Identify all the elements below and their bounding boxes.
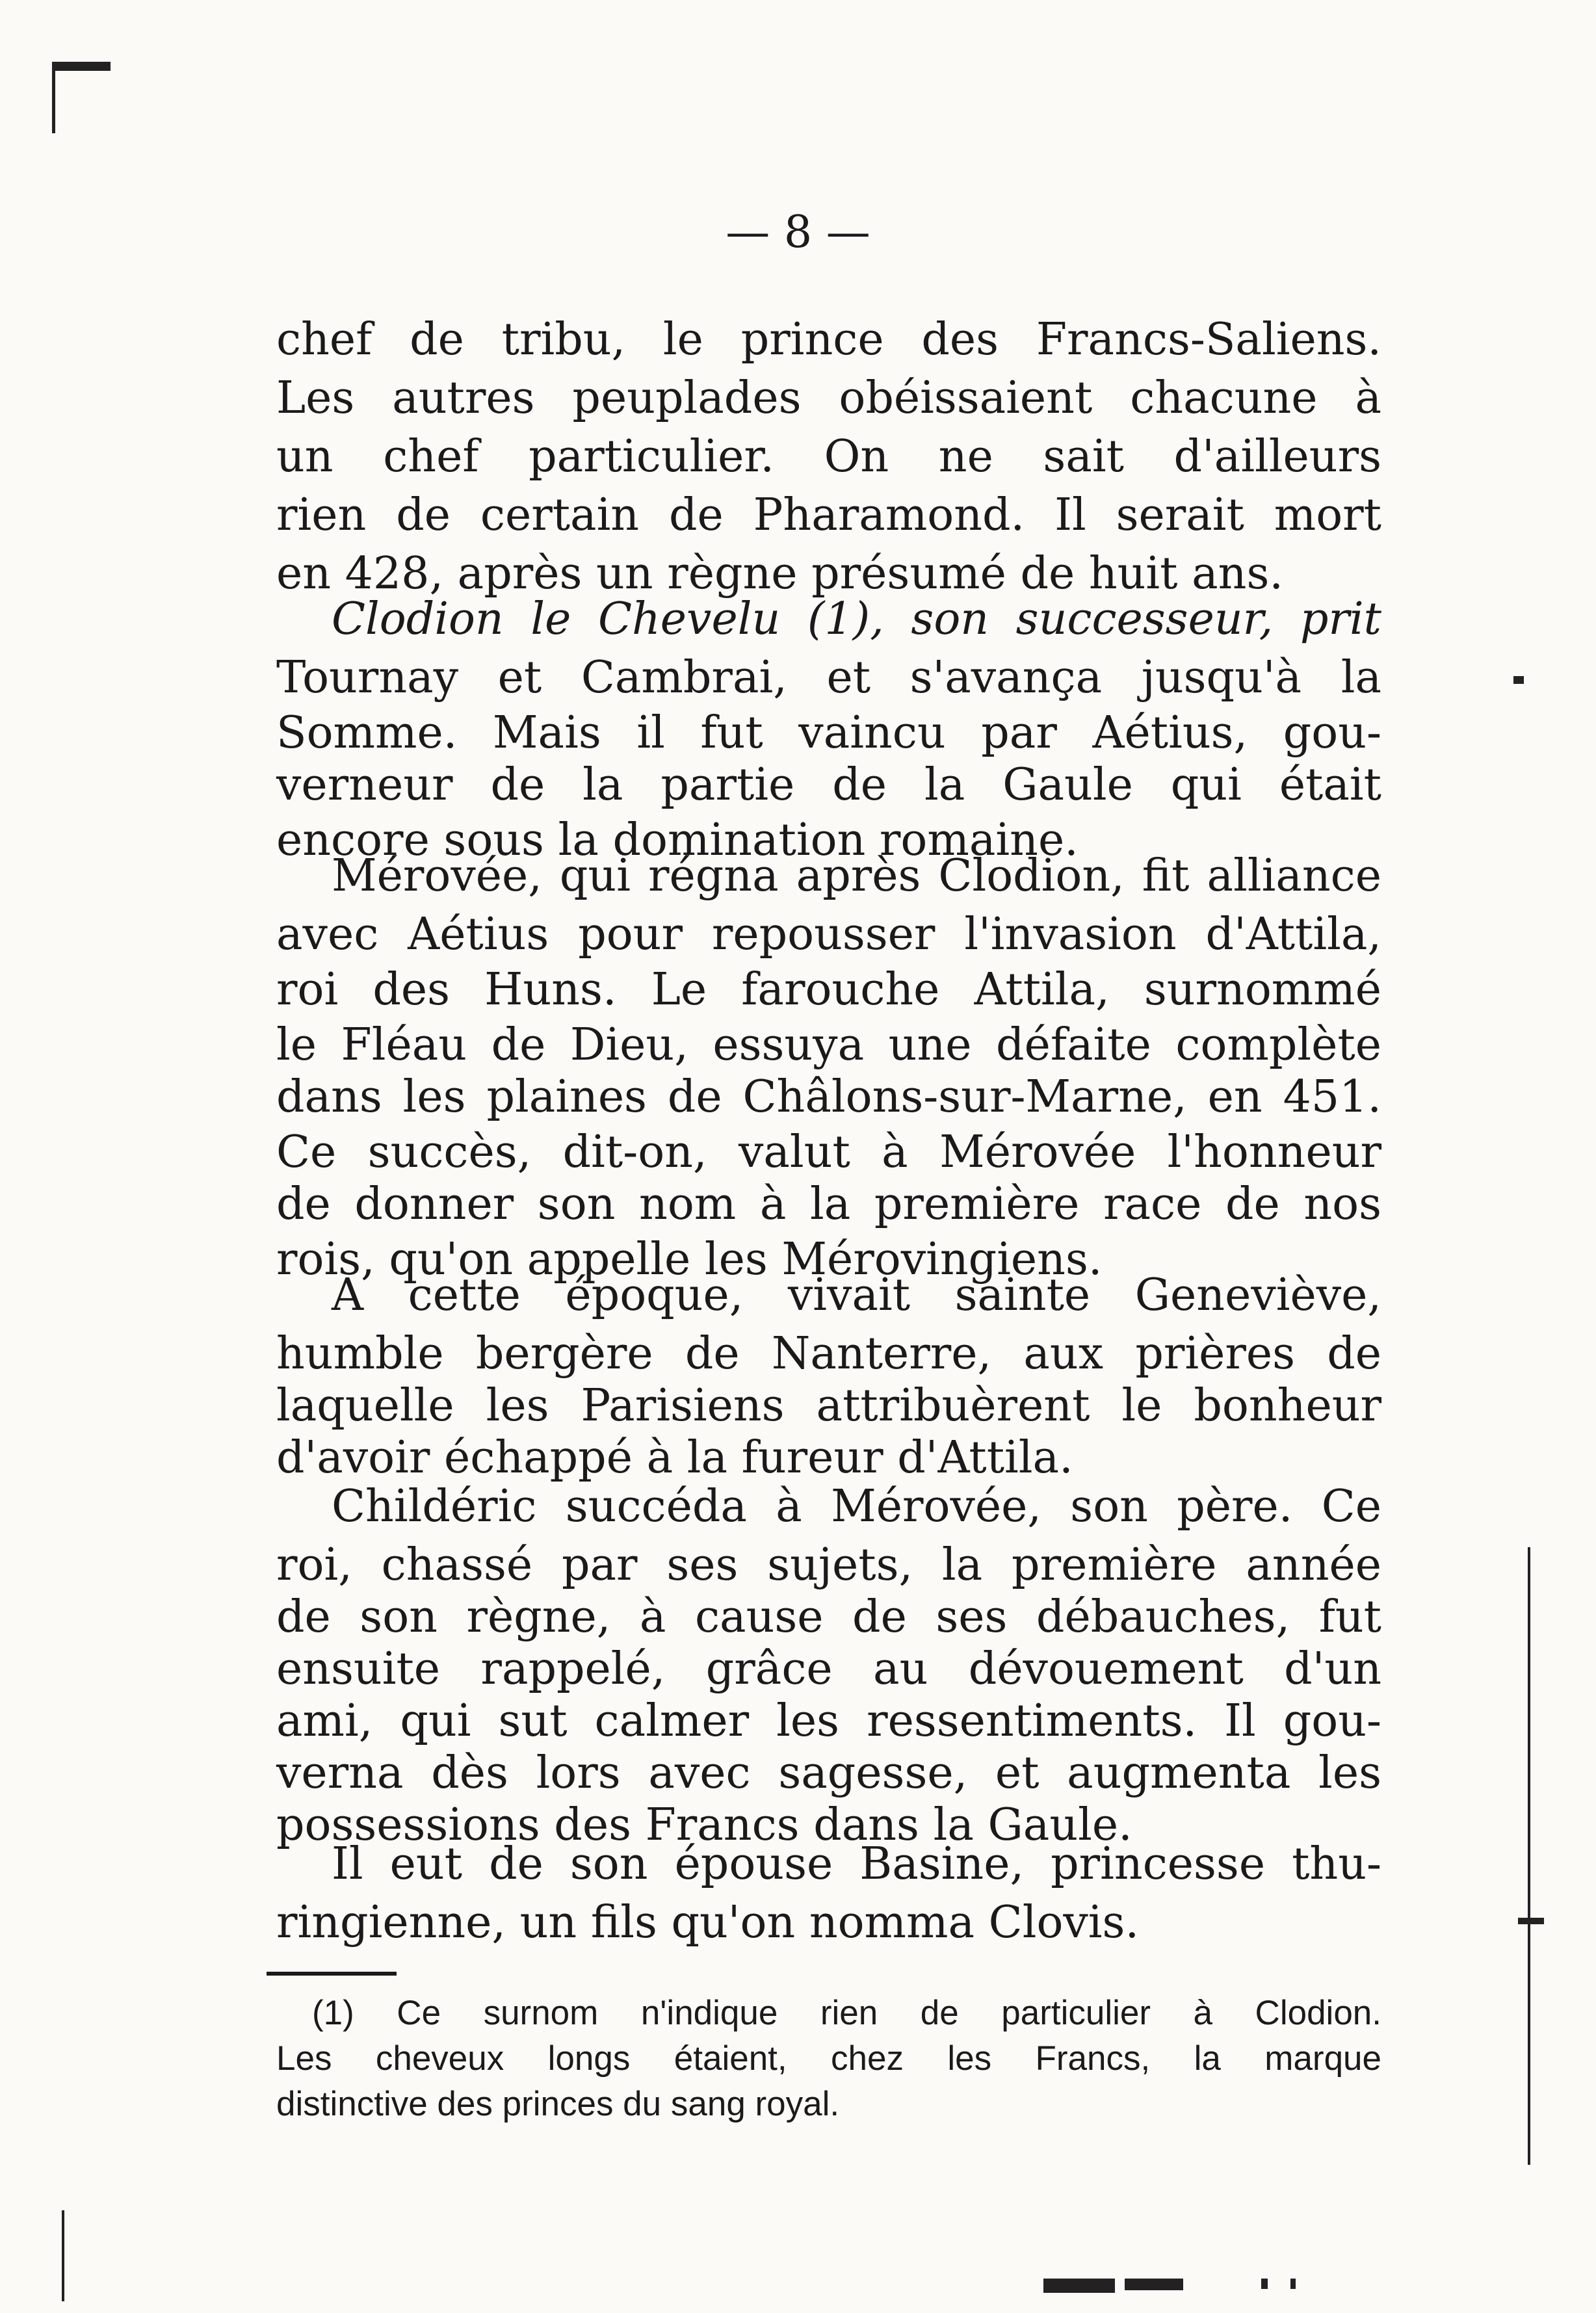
scan-mark — [1513, 676, 1524, 684]
text-line: d'avoir échappé à la fureur d'Attila. — [276, 1432, 1073, 1483]
text-line: rois, qu'on appelle les Mérovingiens. — [276, 1234, 1103, 1285]
text-line: rien de certain de Pharamond. Il serait mort — [276, 490, 1381, 541]
text-line: le Fléau de Dieu, essuya une défaite complète — [276, 1019, 1381, 1071]
scan-mark — [1261, 2279, 1268, 2289]
text-line: Somme. Mais il fut vaincu par Aétius, gou- — [276, 707, 1381, 759]
footnote-rule — [267, 1972, 397, 1976]
text-line: Les autres peuplades obéissaient chacune à — [276, 372, 1381, 424]
text-line: un chef particulier. On ne sait d'ailleurs — [276, 431, 1381, 482]
scan-mark — [1125, 2279, 1183, 2290]
text-line: dans les plaines de Châlons-sur-Marne, en 451. — [276, 1071, 1381, 1123]
text-line: Childéric succéda à Mérovée, son père. Ce — [332, 1481, 1381, 1532]
text-line: ensuite rappelé, grâce au dévouement d'un — [276, 1643, 1381, 1695]
text-line: A cette époque, vivait sainte Geneviève, — [332, 1270, 1381, 1321]
scan-mark — [1518, 1918, 1544, 1924]
text-line: ringienne, un fils qu'on nomma Clovis. — [276, 1897, 1140, 1948]
text-line: avec Aétius pour repousser l'invasion d'Attila, — [276, 909, 1381, 960]
text-line: Mérovée, qui régna après Clodion, fit alliance — [332, 850, 1381, 902]
text-line: Clodion le Chevelu (1), son successeur, prit — [332, 594, 1381, 645]
text-line: encore sous la domination romaine. — [276, 815, 1079, 866]
scan-mark — [1528, 1547, 1530, 1996]
text-line: Il eut de son épouse Basine, princesse thu- — [332, 1838, 1381, 1890]
scan-mark — [1043, 2279, 1115, 2293]
text-line: verna dès lors avec sagesse, et augmenta les — [276, 1747, 1381, 1799]
text-line: roi, chassé par ses sujets, la première année — [276, 1539, 1381, 1591]
footnote-line: distinctive des princes du sang royal. — [276, 2085, 840, 2123]
footnote-line: (1) Ce surnom n'indique rien de particulier à Clodion. — [312, 1994, 1381, 2032]
text-line: en 428, après un règne présumé de huit ans. — [276, 548, 1283, 599]
text-line: Ce succès, dit-on, valut à Mérovée l'honneur — [276, 1127, 1381, 1178]
scan-mark — [52, 62, 55, 133]
scan-mark — [62, 2210, 64, 2301]
page-number: — 8 — — [726, 207, 870, 258]
text-line: verneur de la partie de la Gaule qui était — [276, 759, 1381, 811]
text-line: possessions des Francs dans la Gaule. — [276, 1799, 1132, 1851]
text-line: Tournay et Cambrai, et s'avança jusqu'à la — [276, 652, 1381, 703]
footnote-line: Les cheveux longs étaient, chez les Francs, la marque — [276, 2039, 1381, 2078]
scan-mark — [1528, 1957, 1530, 2165]
text-line: laquelle les Parisiens attribuèrent le bonheur — [276, 1380, 1381, 1431]
scan-mark — [1290, 2279, 1296, 2289]
text-line: ami, qui sut calmer les ressentiments. Il gou- — [276, 1695, 1381, 1747]
text-line: humble bergère de Nanterre, aux prières de — [276, 1328, 1381, 1379]
text-line: chef de tribu, le prince des Francs-Saliens. — [276, 314, 1381, 365]
text-line: de donner son nom à la première race de nos — [276, 1179, 1381, 1230]
text-line: roi des Huns. Le farouche Attila, surnommé — [276, 964, 1381, 1015]
text-line: de son règne, à cause de ses débauches, fut — [276, 1591, 1381, 1643]
scan-mark — [52, 62, 111, 71]
